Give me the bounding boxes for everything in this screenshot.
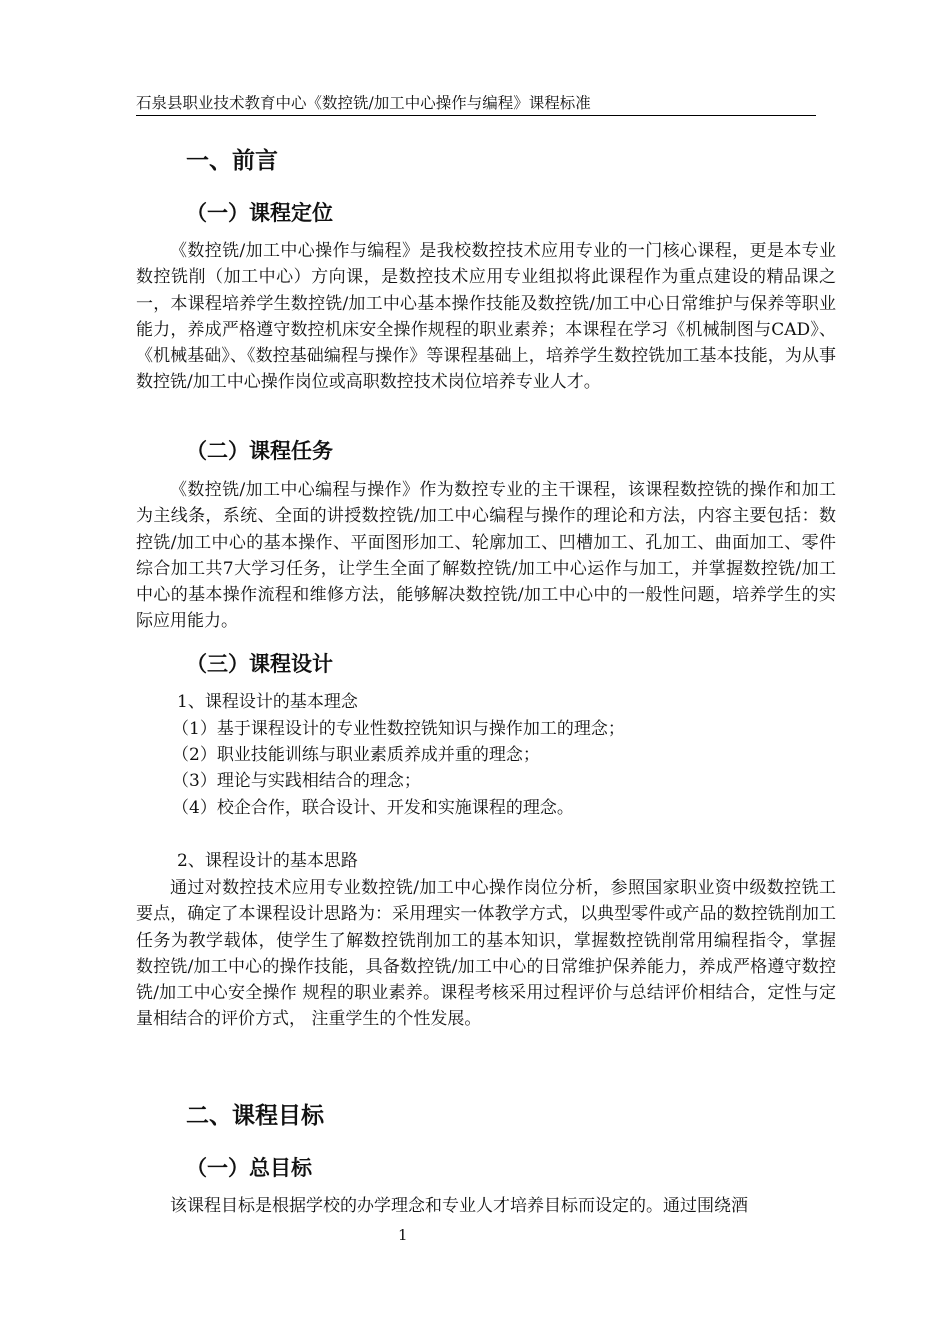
subsection-title-course-design: （三）课程设计 [186, 652, 333, 676]
design-concept-item: （2）职业技能训练与职业素质养成并重的理念； [172, 745, 540, 765]
section-title-preface: 一、前言 [186, 148, 278, 174]
design-concept-item: （3）理论与实践相结合的理念； [172, 771, 421, 791]
design-concept-item: （4）校企合作，联合设计、开发和实施课程的理念。 [172, 798, 574, 818]
paragraph-course-positioning: 《数控铣/加工中心操作与编程》是我校数控技术应用专业的一门核心课程，更是本专业数控铣削（加工中心）方向课，是数控技术应用专业组拟将此课程作为重点建设的精品课之一，本课程培养学生数控铣/加工中心基本操作技能及数控铣/加工中心日常维护与保养等职业能力，养成严格遵守数控机床安全操作规程的职业素养；本课程在学习《机械制图与CAD》、《机械基础》、《数控基础编程与操作》等课程基础上，培养学生数控铣加工基本技能，为从事数控铣/加工中心操作岗位或高职数控技术岗位培养专业人才。 [136, 241, 836, 393]
subsection-title-course-positioning: （一）课程定位 [186, 201, 333, 225]
subsection-title-course-tasks: （二）课程任务 [186, 439, 333, 463]
paragraph-design-idea: 通过对数控技术应用专业数控铣/加工中心操作岗位分析，参照国家职业资中级数控铣工要点，确定了本课程设计思路为：采用理实一体教学方式，以典型零件或产品的数控铣削加工 任务为教学载体，使学生了解数控铣削加工的基本知识，掌握数控铣削常用编程指令，掌握 数控铣/加工中心的操作技能，具备数控铣/加工中心的日常维护保养能力，养成严格遵守数控铣/加工中心安全操作 规程的职业素养。课程考核采用过程评价与总结评价相结合，定性与定量相结合的评价方式， 注重学生的个性发展。 [136, 878, 836, 1030]
paragraph-course-tasks: 《数控铣/加工中心编程与操作》作为数控专业的主干课程，该课程数控铣的操作和加工为主线条，系统、全面的讲授数控铣/加工中心编程与操作的理论和方法，内容主要包括：数控铣/加工中心的基本操作、平面图形加工、轮廓加工、凹槽加工、孔加工、曲面加工、零件综合加工共7大学习任务，让学生全面了解数控铣/加工中心运作与加工，并掌握数控铣/加工中心的基本操作流程和维修方法，能够解决数控铣/加工中心中的一般性问题，培养学生的实际应用能力。 [136, 480, 836, 632]
design-concept-title: 1、课程设计的基本理念 [177, 692, 358, 712]
subsection-title-general-objective: （一）总目标 [186, 1156, 312, 1180]
page-header: 石泉县职业技术教育中心《数控铣/加工中心操作与编程》课程标准 [136, 93, 816, 116]
page-number: 1 [398, 1226, 408, 1244]
design-idea-title: 2、课程设计的基本思路 [177, 851, 358, 871]
paragraph-general-objective: 该课程目标是根据学校的办学理念和专业人才培养目标而设定的。通过围绕酒 [170, 1196, 748, 1216]
section-title-course-objectives: 二、课程目标 [186, 1103, 324, 1129]
design-concept-item: （1）基于课程设计的专业性数控铣知识与操作加工的理念； [172, 719, 625, 739]
